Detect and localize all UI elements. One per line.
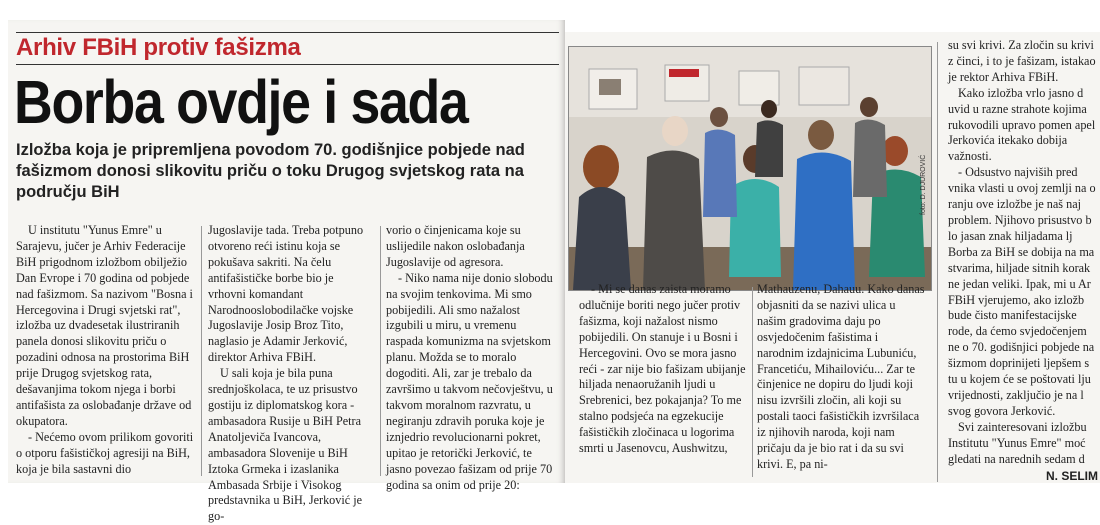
- paragraph: - Niko nama nije donio slobodu na svojim tenkovima. Mi smo pobijedili. Ali smo nažalost izgubili u miru, u vremenu raspada komunizma na svjetskom planu. Možda se to moralo dogoditi. Ali, zar je trebalo da završimo u takvom nečovještvu, u takvom moralnom razvratu, u negiranju zdravih poruka koje je iznjedrio revolucionarni pokret, upitao je retorički Jerković, te jasno povezao fašizam od prije 70 godina sa onim od prije 20:: [386, 270, 553, 492]
- article-column-1: [16, 223, 196, 478]
- top-rule: [16, 32, 559, 33]
- article-column-5: [757, 282, 927, 473]
- column-divider: [201, 226, 202, 476]
- kicker: Arhiv FBiH protiv fašizma: [16, 34, 301, 61]
- paragraph: vorio o činjenicama koje su uslijedile nakon oslobađanja Jugoslavije od agresora.: [386, 223, 525, 269]
- paragraph: Jugoslavije tada. Treba potpuno otvoreno reći istinu koja se pokušava sakriti. Na čelu antifašističke borbe bio je vrhovni komandant Narodnooslobodilačke vojske Jugoslavije Josip Broz Tito, naglasio je Adamir Jerković, direktor Arhiva FBiH.: [208, 223, 364, 365]
- article-column-6: [948, 38, 1098, 483]
- paragraph: Svi zainteresovani izložbu Institutu "Yunus Emre" moć gledati na narednih sedam d: [948, 419, 1087, 466]
- headline: Borba ovdje i sada: [14, 68, 468, 136]
- exhibition-crowd-illustration: [569, 47, 931, 290]
- column-divider: [752, 287, 753, 477]
- kicker-rule: [16, 64, 559, 65]
- paragraph: U institutu "Yunus Emre" u Sarajevu, jučer je Arhiv Federacije BiH prigodnom izložbom obilježio Dan Evrope i 70 godina od pobjede nad fašizmom. Sa nazivom "Bosna i Hercegovina i Drugi svjetski rat", izložba uz dvadesetak ilustriranih panela donosi slikovitu priču o pozadini odnosa na prostorima BiH prije Drugog svjetskog rata, dešavanjima tokom njega i borbi antifašista za oslobađanje države od okupatora.: [16, 223, 193, 428]
- paragraph: Kako izložba vrlo jasno d uvid u razne strahote kojima rukovodili upravo pomen apel Jerkovića itekako dobija važnosti.: [948, 85, 1096, 164]
- article-column-3: [386, 223, 556, 493]
- photo-credit: foto: D. DJUROVIĆ: [920, 154, 927, 215]
- paragraph: Mathauzenu, Dahauu. Kako danas objasniti da se nazivi ulica u našim gradovima daju po osvjedočenim fašistima i narodnim izdajnicima Lubuniću, Francetiću, Mihailoviću... Zar te činjenice ne dopiru do ljudi koji nisu izvršili zločin, ali koji su postali taoci fašističkih izvršilaca iz njihovih naroda, koji nam pričaju da je bio rat i da su svi krivi. E, pa ni-: [757, 282, 925, 471]
- paragraph: - Mi se danas zaista moramo odlučnije boriti nego jučer protiv fašizma, koji nažalost nismo pobijedili. On stanuje i u Bosni i Hercegovini. Ovo se mora jasno reći - zar nije bio fašizam ubijanje hiljada nenaoružanih ljudi u Srebrenici, bez pokajanja? To me stalno podsjeća na egzekucije fašističkih zločinaca u logorima smrti u Jasenovcu, Aushwitzu,: [579, 282, 746, 456]
- paragraph: - Odsustvo najviših pred vnika vlasti u ovoj zemlji na o ranju ove izložbe je naš naj problem. Njihovo prisustvo b lo jasan znak hiljadama lj Borba za BiH se dobija na ma stvarima, hiljade sitnih korak ne jedan veliki. Ipak, mi u Ar FBiH vjerujemo, ako izložb bude čisto manifestacijske rode, da ćemo svjedočenjem ne o 70. godišnjici pobjede na šizmom doprinijeti ljepšem s tu u kojem će se poštovati lju vrijednosti, zaključio je na l svog govora Jerković.: [948, 165, 1096, 418]
- article-column-2: [208, 223, 374, 525]
- left-page: [8, 20, 565, 524]
- column-divider: [937, 42, 938, 482]
- byline: N. SELIM: [1045, 469, 1098, 484]
- exhibition-photo: [568, 46, 932, 291]
- paragraph: U sali koja je bila puna srednjoškolaca, te uz prisustvo gostiju iz diplomatskog kora - ambasadora Rusije u BiH Petra Anatoljeviča Ivancova, ambasadora Slovenije u BiH Iztoka Grmeka i izaslanika Ambasada Srbije i Visokog predstavnika u BiH, Jerković je go-: [208, 366, 362, 524]
- right-page: [565, 32, 1100, 483]
- paragraph: su svi krivi. Za zločin su krivi z činci, i to je fašizam, istakao je rektor Arhiva FBiH.: [948, 38, 1096, 84]
- deck: Izložba koja je pripremljena povodom 70. godišnjice pobjede nad fašizmom donosi slikovitu priču o toku Drugog svjetskog rata na području BiH: [16, 141, 525, 201]
- paragraph: - Nećemo ovom prilikom govoriti o otporu fašističkoj agresiji na BiH, koja je bila sastavni dio: [16, 429, 194, 476]
- column-divider: [380, 226, 381, 476]
- article-column-4: [579, 282, 747, 457]
